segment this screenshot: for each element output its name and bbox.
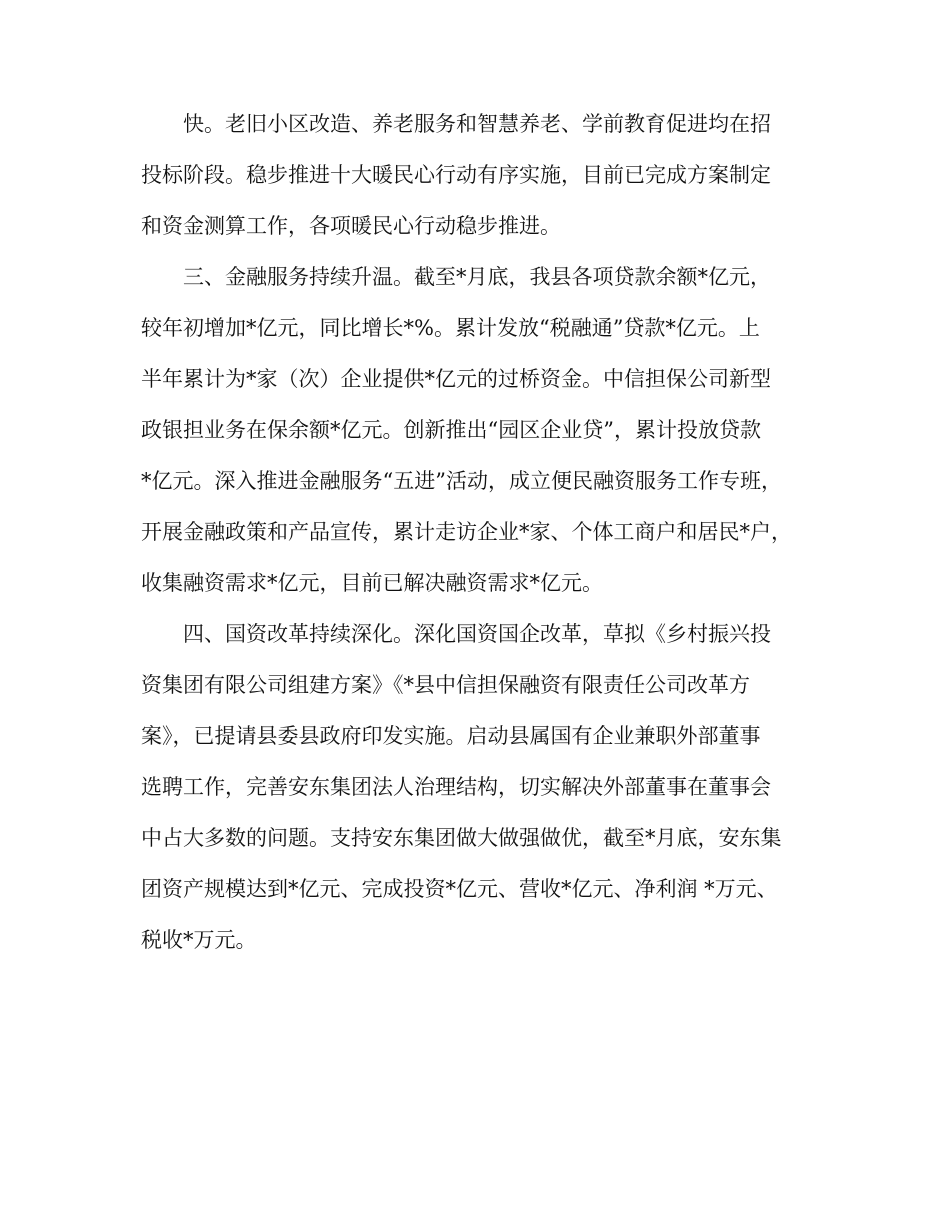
text-line-13: 案》，已提请县委县政府印发实施。启动县属国有企业兼职外部董事 [141,724,761,748]
text-line-15: 中占大多数的问题。支持安东集团做大做强做优，截至*月底，安东集 [141,826,782,850]
text-line-4: 三、金融服务持续升温。截至*月底，我县各项贷款余额*亿元， [183,265,771,289]
text-line-17: 税收*万元。 [141,928,257,952]
text-line-10: 收集融资需求*亿元，目前已解决融资需求*亿元。 [141,571,603,595]
text-line-7: 政银担业务在保余额*亿元。创新推出“园区企业贷”，累计投放贷款 [141,418,761,442]
text-line-14: 选聘工作，完善安东集团法人治理结构，切实解决外部董事在董事会 [141,775,771,799]
text-line-11: 四、国资改革持续深化。深化国资国企改革，草拟《乡村振兴投 [183,622,771,646]
text-line-1: 快。老旧小区改造、养老服务和智慧养老、学前教育促进均在招 [183,112,771,136]
text-line-3: 和资金测算工作，各项暖民心行动稳步推进。 [141,214,561,238]
text-line-8: *亿元。深入推进金融服务“五进”活动，成立便民融资服务工作专班， [141,469,782,493]
text-line-9: 开展金融政策和产品宣传，累计走访企业*家、个体工商户和居民*户， [141,520,792,544]
text-line-12: 资集团有限公司组建方案》《*县中信担保融资有限责任公司改革方 [141,673,750,697]
text-line-5: 较年初增加*亿元，同比增长*%。累计发放“税融通”贷款*亿元。上 [141,316,760,340]
text-line-2: 投标阶段。稳步推进十大暖民心行动有序实施，目前已完成方案制定 [141,163,771,187]
text-line-6: 半年累计为*家（次）企业提供*亿元的过桥资金。中信担保公司新型 [141,367,771,391]
text-line-16: 团资产规模达到*亿元、完成投资*亿元、营收*亿元、净利润 *万元、 [141,877,778,901]
